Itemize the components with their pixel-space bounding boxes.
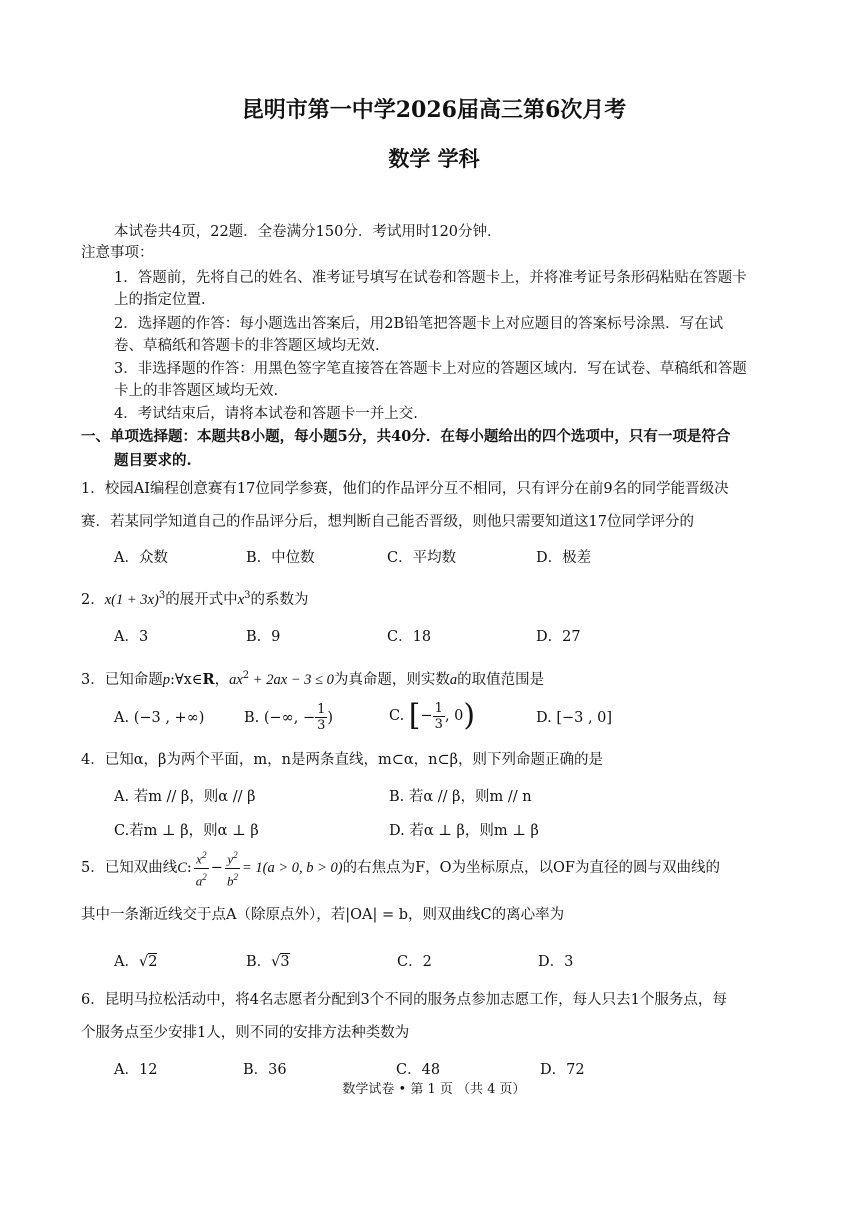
fraction: $\frac{1}{3}$ bbox=[317, 702, 326, 733]
question-5-stem: 5．已知双曲线 C : $x^2$ $a^2$ − $\frac{y^2}{b^2}$ = 1(a > 0, b > 0) 的右焦点为F，O为坐标原点，以OF为直径的圆与双曲线的 bbox=[81, 848, 720, 888]
question-3-stem: 3．已知命题p:∀x∈R，$ax^2 + 2ax - 3 \le 0$为真命题，则实数a的取值范围是 bbox=[81, 670, 545, 688]
note-line: 3．非选择题的作答：用黑色签字笔直接答在答题卡上对应的答题区域内．写在试卷、草稿纸和答题 bbox=[114, 361, 747, 377]
fraction: $\frac{1}{3}$ bbox=[434, 700, 443, 732]
exam-subject: 数学 学科 bbox=[388, 146, 480, 171]
sqrt-symbol: √ bbox=[271, 954, 281, 970]
question-5-stem-cont: 其中一条渐近线交于点A（除原点外），若|OA| = b，则双曲线C的离心率为 bbox=[81, 907, 565, 923]
question-3-option-c: C. [ − $\frac{1}{3}$ , 0 ) bbox=[389, 698, 476, 733]
notice-heading: 注意事项： bbox=[81, 245, 154, 261]
question-5-option-c: C．2 bbox=[397, 954, 432, 970]
question-6-option-a: A．12 bbox=[114, 1062, 158, 1078]
question-4-stem: 4．已知α，β为两个平面，m，n是两条直线，m⊂α，n⊂β，则下列命题正确的是 bbox=[81, 752, 604, 768]
question-6-option-c: C．48 bbox=[396, 1062, 441, 1078]
question-5-option-b: B．√3 bbox=[246, 954, 290, 970]
question-6-option-d: D．72 bbox=[540, 1062, 585, 1078]
section-heading: 一、单项选择题：本题共8小题，每小题5分，共40分．在每小题给出的四个选项中，只有一项是符合 bbox=[81, 428, 731, 445]
note-line: 4．考试结束后，请将本试卷和答题卡一并上交. bbox=[114, 406, 418, 422]
question-2-option-d: D．27 bbox=[536, 629, 581, 645]
question-3-option-a: A. (−3 , +∞) bbox=[114, 710, 205, 726]
fraction: $x^2$ $a^2$ bbox=[195, 850, 207, 888]
question-1-option-b: B．中位数 bbox=[246, 550, 315, 566]
question-6-stem: 6．昆明马拉松活动中，将4名志愿者分配到3个不同的服务点参加志愿工作，每人只去1个服务点，每 bbox=[81, 992, 727, 1008]
question-6-stem-cont: 个服务点至少安排1人，则不同的安排方法种类数为 bbox=[81, 1025, 410, 1041]
note-line: 2．选择题的作答：每小题选出答案后，用2B铅笔把答题卡上对应题目的答案标号涂黑．写在试 bbox=[114, 316, 724, 332]
note-line: 卷、草稿纸和答题卡的非答题区域均无效. bbox=[114, 338, 380, 354]
question-2-stem: 2．$x(1 + 3x)^3$的展开式中$x^3$的系数为 bbox=[81, 590, 309, 608]
question-3-option-d: D. [−3 , 0] bbox=[536, 710, 613, 726]
page-footer: 数学试卷 • 第 1 页 （共 4 页） bbox=[342, 1082, 526, 1097]
question-1-stem-cont: 赛．若某同学知道自己的作品评分后，想判断自己能否晋级，则他只需要知道这17位同学评分的 bbox=[81, 514, 694, 530]
note-line: 1．答题前，先将自己的姓名、准考证号填写在试卷和答题卡上，并将准考证号条形码粘贴在答题卡 bbox=[114, 270, 747, 286]
question-1-stem: 1．校园AI编程创意赛有17位同学参赛，他们的作品评分互不相同，只有评分在前9名的同学能晋级决 bbox=[81, 481, 729, 497]
section-heading-cont: 题目要求的. bbox=[114, 452, 192, 469]
question-3-option-b: B. (−∞, − $\frac{1}{3}$ ) bbox=[244, 702, 334, 733]
question-2-option-c: C．18 bbox=[387, 629, 432, 645]
exam-summary: 本试卷共4页，22题．全卷满分150分．考试用时120分钟． bbox=[114, 224, 502, 240]
question-1-option-d: D．极差 bbox=[536, 550, 592, 566]
note-line: 上的指定位置. bbox=[114, 292, 206, 308]
sqrt-symbol: √ bbox=[138, 954, 149, 970]
question-4-option-a: A. 若m // β，则α // β bbox=[114, 789, 256, 805]
question-1-option-c: C．平均数 bbox=[387, 550, 457, 566]
question-1-option-a: A．众数 bbox=[114, 550, 168, 566]
fraction: $\frac{y^2}{b^2}$ bbox=[226, 850, 238, 888]
question-6-option-b: B．36 bbox=[243, 1062, 287, 1078]
question-4-option-b: B. 若α // β，则m // n bbox=[389, 789, 532, 805]
note-line: 卡上的非答题区域均无效. bbox=[114, 383, 279, 399]
exam-title: 昆明市第一中学2026届高三第6次月考 bbox=[241, 97, 627, 123]
paren-right: ) bbox=[463, 698, 476, 733]
question-2-option-a: A．3 bbox=[114, 629, 149, 645]
question-5-option-d: D．3 bbox=[538, 954, 574, 970]
question-4-option-d: D. 若α ⊥ β，则m ⊥ β bbox=[389, 823, 539, 839]
bracket-left: [ bbox=[408, 698, 421, 733]
question-2-option-b: B．9 bbox=[246, 629, 281, 645]
question-5-option-a: A．√2 bbox=[114, 954, 158, 970]
question-4-option-c: C.若m ⊥ β，则α ⊥ β bbox=[114, 823, 259, 839]
